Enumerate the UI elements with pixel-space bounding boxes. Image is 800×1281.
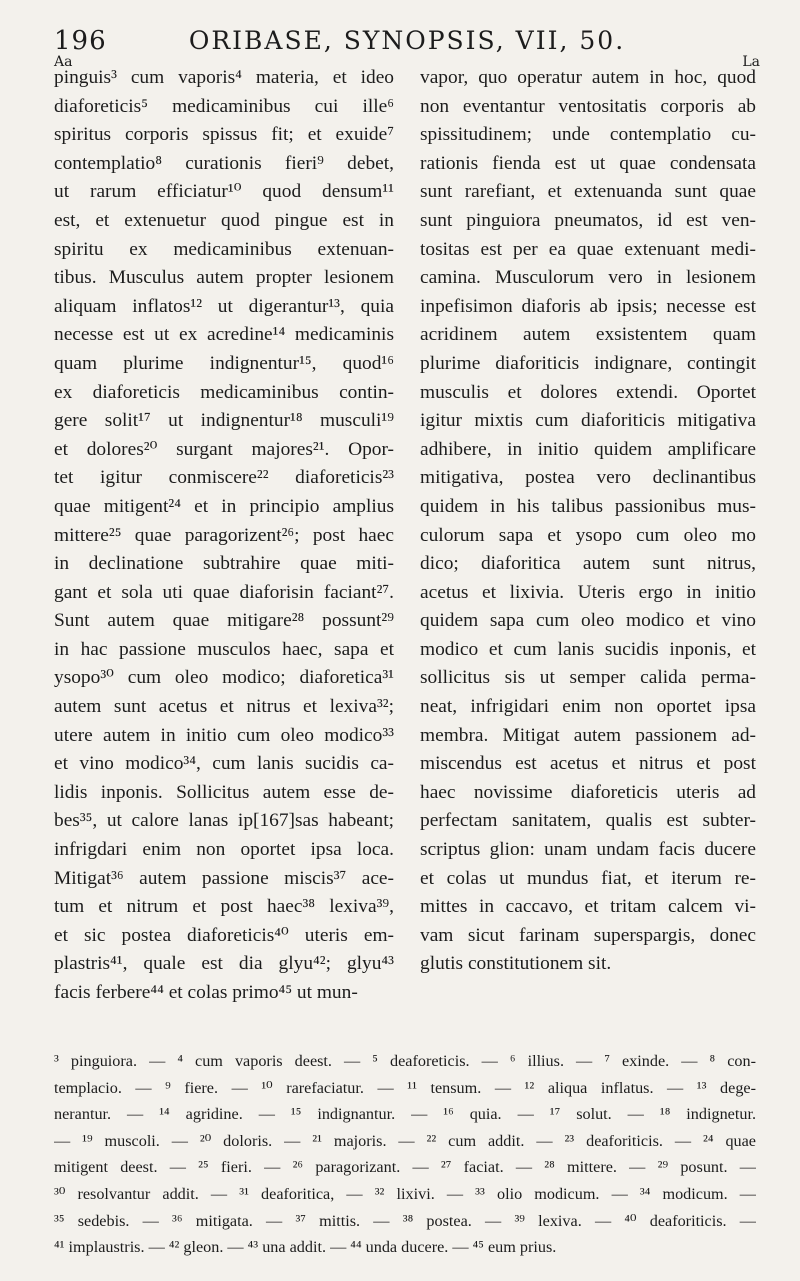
left-column-line: contemplatio⁸ curationis fieri⁹ debet, — [54, 152, 394, 174]
right-column-line: modico et cum lanis sucidis inponis, et — [420, 638, 756, 660]
right-column-line: dico; diaforitica autem sunt nitrus, — [420, 553, 756, 575]
right-column-line: adhibere, in initio quidem amplificare — [420, 438, 756, 460]
left-column-line: quam plurime indignentur¹⁵, quod¹⁶ — [54, 352, 394, 374]
left-column-line: diaforeticis⁵ medicaminibus cui ille⁶ — [54, 95, 394, 117]
left-column-line: Sunt autem quae mitigare²⁸ possunt²⁹ — [54, 610, 394, 632]
left-column-line: pinguis³ cum vaporis⁴ materia, et ideo — [54, 67, 394, 88]
right-column-line: mitigativa, postea vero declinantibus — [420, 467, 756, 489]
left-column-line: in hac passione musculos haec, sapa et — [54, 638, 394, 660]
footnote-line: ³⁵ sedebis. — ³⁶ mitigata. — ³⁷ mittis. — ³⁸ postea. — ³⁹ lexiva. — ⁴⁰ deaforiticis. — — [54, 1211, 756, 1230]
left-column-line: autem sunt acetus et nitrus et lexiva³²; — [54, 696, 394, 718]
left-column-line: utere autem in initio cum oleo modico³³ — [54, 724, 394, 746]
right-column-line: rationis fienda est ut quae condensata — [420, 152, 756, 174]
right-column-line: mittes in caccavo, et tritam calcem vi- — [420, 896, 756, 918]
footnote-line: mitigent deest. — ²⁵ fieri. — ²⁶ paragorizant. — ²⁷ faciat. — ²⁸ mittere. — ²⁹ posunt. — — [54, 1158, 756, 1177]
left-column-line: et dolores²⁰ surgant majores²¹. Opor- — [54, 438, 394, 460]
right-column-line: et colas ut mundus fiat, et iterum re- — [420, 867, 756, 889]
page-number: 196 — [54, 26, 107, 56]
right-column-line: camina. Musculorum vero in lesionem — [420, 267, 756, 289]
footnote-line: ⁴¹ implaustris. — ⁴² gleon. — ⁴³ una addit. — ⁴⁴ unda ducere. — ⁴⁵ eum prius. — [54, 1238, 557, 1257]
left-column-line: et sic postea diaforeticis⁴⁰ uteris em- — [54, 924, 394, 946]
left-column-text — [54, 64, 394, 1008]
right-column-line: plurime diaforiticis indignare, contingit — [420, 352, 756, 374]
left-column-line: aliquam inflatos¹² ut digerantur¹³, quia — [54, 295, 394, 317]
right-column-line: quidem sapa cum oleo modico et vino — [420, 610, 756, 632]
right-column-line: quidem in his talibus passionibus mus- — [420, 495, 756, 517]
left-column-line: facis ferbere⁴⁴ et colas primo⁴⁵ ut mun- — [54, 982, 358, 1003]
left-column-line: et vino modico³⁴, cum lanis sucidis ca- — [54, 753, 394, 775]
left-column-line: tet igitur conmiscere²² diaforeticis²³ — [54, 467, 394, 489]
running-title: ORIBASE, SYNOPSIS, VII, 50. — [188, 26, 626, 55]
left-column-line: infrigdari enim non oportet ipsa loca. — [54, 839, 394, 861]
left-column-line: est, et extenuetur quod pingue est in — [54, 209, 394, 231]
right-column-line: miscendus est acetus et nitrus et post — [420, 753, 756, 775]
footnotes — [54, 1048, 756, 1261]
manuscript-siglum-right: La — [742, 54, 760, 70]
left-column-line: necesse est ut ex acredine¹⁴ medicaminis — [54, 324, 394, 346]
right-column-line: sunt pinguiora pneumatos, id est ven- — [420, 209, 756, 231]
right-column-line: spissitudinem; unde contemplatio cu- — [420, 124, 756, 146]
right-column-line: neat, infrigidari enim non oportet ipsa — [420, 696, 756, 718]
footnote-line: ³⁰ resolvantur addit. — ³¹ deaforitica, — ³² lixivi. — ³³ olio modicum. — ³⁴ modicum. — — [54, 1184, 756, 1203]
right-column-line: culorum sapa et ysopo cum oleo mo — [420, 524, 756, 546]
page-header — [54, 20, 760, 60]
left-column-line: mittere²⁵ quae paragorizent²⁶; post haec — [54, 524, 394, 546]
left-column-line: ysopo³⁰ cum oleo modico; diaforetica³¹ — [54, 667, 394, 689]
footnote-line: templacio. — ⁹ fiere. — ¹⁰ rarefaciatur. — ¹¹ tensum. — ¹² aliqua inflatus. — ¹³ dege- — [54, 1078, 756, 1097]
right-column-line: acetus et lixivia. Uteris ergo in initio — [420, 581, 756, 603]
right-column-line: perfectam sanitatem, qualis est subter- — [420, 810, 756, 832]
right-column-line: scriptus glion: unam undam facis ducere — [420, 839, 756, 861]
right-column-text — [420, 64, 756, 979]
footnote-line: — ¹⁹ muscoli. — ²⁰ doloris. — ²¹ majoris. — ²² cum addit. — ²³ deaforiticis. — ²⁴ quae — [54, 1131, 756, 1150]
left-column-line: tibus. Musculus autem propter lesionem — [54, 267, 394, 289]
right-column-line: tositas est per ea quae extenuant medi- — [420, 238, 756, 260]
left-column-line: quae mitigent²⁴ et in principio amplius — [54, 495, 394, 517]
right-column-line: inpefisimon diaforis ab ipsis; necesse est — [420, 295, 756, 317]
right-column-line: glutis constitutionem sit. — [420, 953, 612, 975]
footnote-line: ³ pinguiora. — ⁴ cum vaporis deest. — ⁵ deaforeticis. — ⁶ illius. — ⁷ exinde. — ⁸ con- — [54, 1052, 756, 1070]
left-column-line: spiritus corporis spissus fit; et exuide⁷ — [54, 124, 394, 146]
manuscript-siglum-left: Aa — [54, 54, 73, 70]
left-column-line: spiritu ex medicaminibus extenuan- — [54, 238, 394, 260]
left-column-line: tum et nitrum et post haec³⁸ lexiva³⁹, — [54, 896, 394, 918]
right-column-line: membra. Mitigat autem passionem ad- — [420, 724, 756, 746]
right-column-line: musculis et dolores extendi. Oportet — [420, 381, 756, 403]
right-column-line: igitur mixtis cum diaforiticis mitigativa — [420, 410, 756, 432]
right-column-line: non eventantur ventositatis corporis ab — [420, 95, 756, 117]
left-column-line: lidis inponis. Sollicitus autem esse de- — [54, 781, 394, 803]
footnote-line: nerantur. — ¹⁴ agridine. — ¹⁵ indignantur. — ¹⁶ quia. — ¹⁷ solut. — ¹⁸ indignetur. — [54, 1105, 756, 1124]
right-column-line: sunt rarefiant, et extenuanda sunt quae — [420, 181, 756, 203]
right-column-line: haec novissime diaforeticis uteris ad — [420, 781, 756, 803]
right-column-line: vam sicut farinam superspargis, donec — [420, 924, 756, 946]
left-column-line: bes³⁵, ut calore lanas ip[167]sas habeant; — [54, 810, 394, 832]
left-column-line: ex diaforeticis medicaminibus contin- — [54, 381, 394, 403]
left-column-line: in declinatione subtrahire quae miti- — [54, 553, 394, 575]
right-column-line: vapor, quo operatur autem in hoc, quod — [420, 67, 756, 88]
right-column-line: acridinem autem exsistentem quam — [420, 324, 756, 346]
right-column-line: sollicitus sis ut semper calida perma- — [420, 667, 756, 689]
left-column-line: gere solit¹⁷ ut indignentur¹⁸ musculi¹⁹ — [54, 410, 394, 432]
left-column-line: plastris⁴¹, quale est dia glyu⁴²; glyu⁴³ — [54, 953, 394, 975]
left-column-line: ut rarum efficiatur¹⁰ quod densum¹¹ — [54, 181, 394, 203]
left-column-line: gant et sola uti quae diaforisin faciant²⁷. — [54, 581, 394, 603]
left-column-line: Mitigat³⁶ autem passione miscis³⁷ ace- — [54, 867, 394, 889]
